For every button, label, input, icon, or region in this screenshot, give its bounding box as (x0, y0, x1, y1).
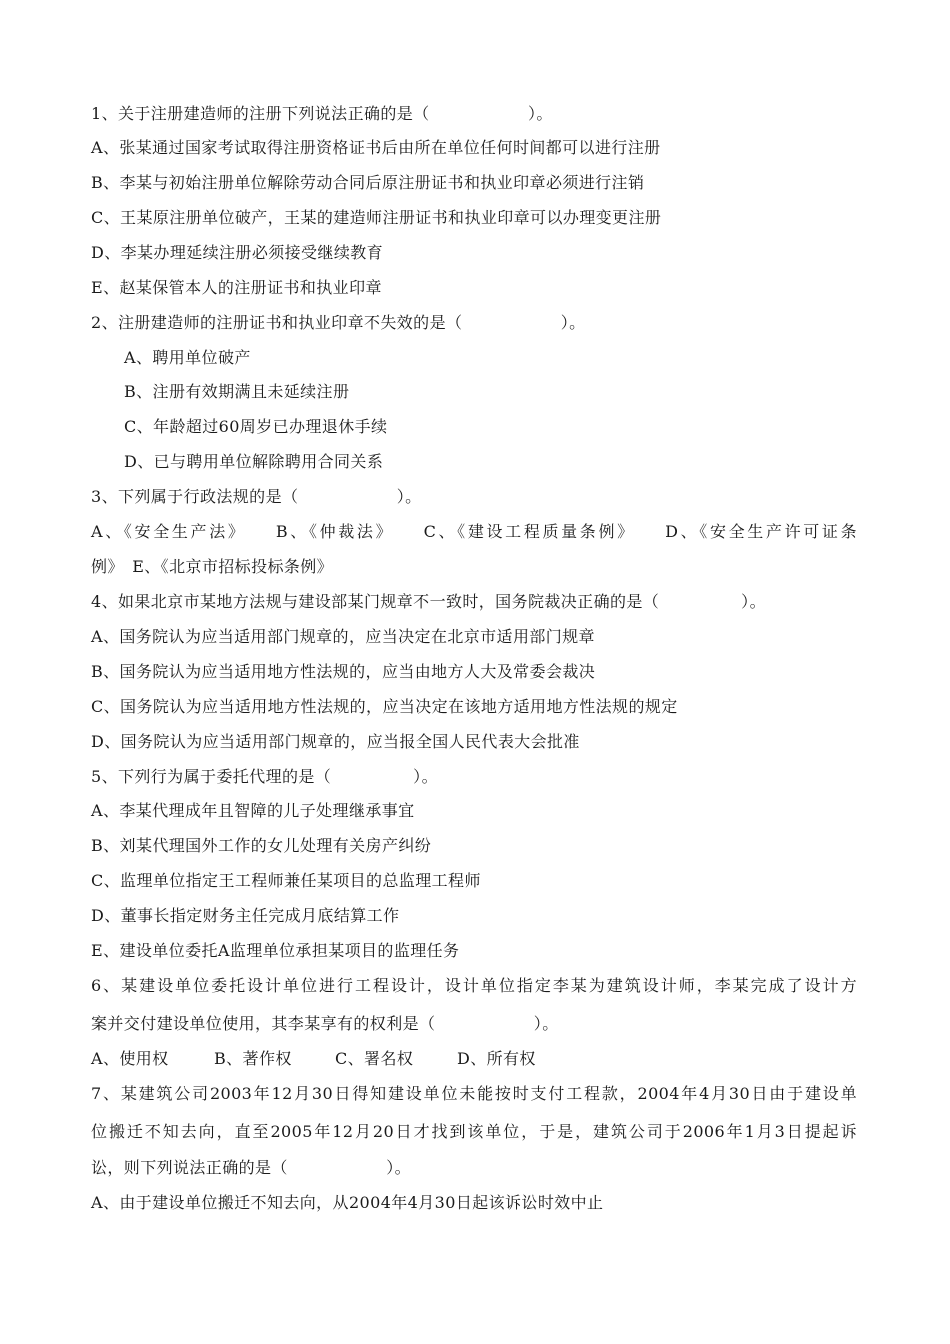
question-4-option-c: C、国务院认为应当适用地方性法规的，应当决定在该地方适用地方性法规的规定 (91, 697, 678, 716)
question-2-option-d: D、已与聘用单位解除聘用合同关系 (124, 452, 384, 471)
question-1-option-a: A、张某通过国家考试取得注册资格证书后由所在单位任何时间都可以进行注册 (91, 138, 661, 157)
question-2-option-a: A、聘用单位破产 (124, 348, 251, 367)
question-7-option-a: A、由于建设单位搬迁不知去向，从2004年4月30日起该诉讼时效中止 (91, 1193, 604, 1212)
question-1-option-c: C、王某原注册单位破产，王某的建造师注册证书和执业印章可以办理变更注册 (91, 208, 662, 227)
question-7-stem-line-2: 位搬迁不知去向，直至2005年12月20日才找到该单位，于是，建筑公司于2006年1月3日提起诉 (91, 1122, 857, 1141)
question-3-stem: 3、下列属于行政法规的是（ ）。 (91, 487, 422, 506)
question-5-option-d: D、董事长指定财务主任完成月底结算工作 (91, 906, 400, 925)
question-5-option-b: B、刘某代理国外工作的女儿处理有关房产纠纷 (91, 836, 432, 855)
question-2-option-c: C、年龄超过60周岁已办理退休手续 (124, 417, 388, 436)
question-6-option-c: C、署名权 (335, 1049, 414, 1068)
question-5-option-e: E、建设单位委托A监理单位承担某项目的监理任务 (91, 941, 460, 960)
question-2-stem: 2、注册建造师的注册证书和执业印章不失效的是（ ）。 (91, 313, 586, 332)
question-5-option-c: C、监理单位指定王工程师兼任某项目的总监理工程师 (91, 871, 481, 890)
question-5-option-a: A、李某代理成年且智障的儿子处理继承事宜 (91, 801, 415, 820)
question-7-stem-line-1: 7、某建筑公司2003年12月30日得知建设单位未能按时支付工程款，2004年4月30日由于建设单 (91, 1084, 857, 1103)
question-4-option-d: D、国务院认为应当适用部门规章的，应当报全国人民代表大会批准 (91, 732, 580, 751)
question-5-stem: 5、下列行为属于委托代理的是（ ）。 (91, 767, 438, 786)
question-3-options-line-2: 例》 E、《北京市招标投标条例》 (91, 557, 334, 576)
question-4-option-b: B、国务院认为应当适用地方性法规的，应当由地方人大及常委会裁决 (91, 662, 596, 681)
question-1-option-d: D、李某办理延续注册必须接受继续教育 (91, 243, 384, 262)
question-3-options-line-1: A、《安全生产法》 B、《仲裁法》 C、《建设工程质量条例》 D、《安全生产许可证条 (91, 522, 857, 541)
question-6-option-d: D、所有权 (457, 1049, 536, 1068)
question-1-option-e: E、赵某保管本人的注册证书和执业印章 (91, 278, 382, 297)
question-6-stem-line-1: 6、某建设单位委托设计单位进行工程设计，设计单位指定李某为建筑设计师，李某完成了设计方 (91, 976, 857, 995)
question-7-stem-line-3: 讼，则下列说法正确的是（ ）。 (91, 1158, 412, 1177)
question-4-option-a: A、国务院认为应当适用部门规章的，应当决定在北京市适用部门规章 (91, 627, 595, 646)
question-4-stem: 4、如果北京市某地方法规与建设部某门规章不一致时，国务院裁决正确的是（ ）。 (91, 592, 766, 611)
question-6-options-row (91, 1048, 691, 1070)
question-6-option-b: B、著作权 (214, 1049, 292, 1068)
question-6-stem-line-2: 案并交付建设单位使用，其李某享有的权利是（ ）。 (91, 1014, 559, 1033)
question-1-stem: 1、关于注册建造师的注册下列说法正确的是（ ）。 (91, 104, 553, 123)
question-1-option-b: B、李某与初始注册单位解除劳动合同后原注册证书和执业印章必须进行注销 (91, 173, 645, 192)
question-6-option-a: A、使用权 (91, 1049, 169, 1068)
question-2-option-b: B、注册有效期满且未延续注册 (124, 382, 350, 401)
